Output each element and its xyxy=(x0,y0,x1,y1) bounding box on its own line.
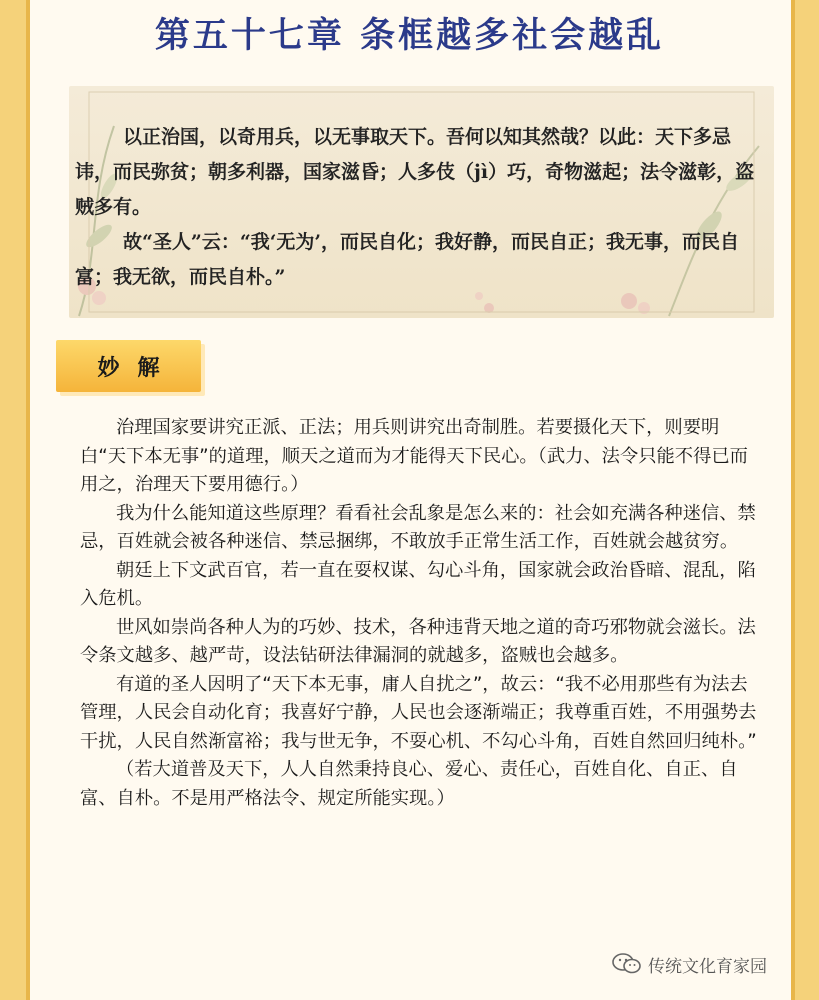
border-stripe-right xyxy=(791,0,795,1000)
classic-text xyxy=(69,120,774,295)
paragraph-1: 治理国家要讲究正派、正法；用兵则讲究出奇制胜。若要摄化天下，则要明白“天下本无事”的道理，顺天之道而为才能得天下民心。（武力、法令只能不得已而用之，治理天下要用德行。） xyxy=(80,417,748,495)
paragraph-4: 世风如崇尚各种人为的巧妙、技术，各种违背天地之道的奇巧邪物就会滋长。法令条文越多、越严苛，设法钻研法律漏洞的就越多，盗贼也会越多。 xyxy=(80,616,756,666)
page-title: 第五十七章 条框越多社会越乱 xyxy=(154,16,665,56)
paragraph-6: （若大道普及天下，人人自然秉持良心、爱心、责任心，百姓自化、自正、自富、自朴。不是用严格法令、规定所能实现。） xyxy=(80,759,738,809)
interpretation-badge xyxy=(56,340,201,392)
interpretation-body xyxy=(80,414,760,813)
classic-paragraph-1: 以正治国，以奇用兵，以无事取天下。吾何以知其然哉？以此：天下多忌讳，而民弥贫；朝多利器，国家滋昏；人多伎（jì）巧，奇物滋起；法令滋彰，盗贼多有。 xyxy=(75,126,755,218)
watermark xyxy=(612,946,767,982)
paragraph-3: 朝廷上下文武百官，若一直在耍权谋、勾心斗角，国家就会政治昏暗、混乱，陷入危机。 xyxy=(80,559,756,609)
paragraph-5: 有道的圣人因明了“天下本无事，庸人自扰之”，故云：“我不必用那些有为法去管理，人民会自动化育；我喜好宁静，人民也会逐渐端正；我尊重百姓，不用强势去干扰，人民自然渐富裕；我与世无争，不耍心机、不勾心斗角，百姓自然回归纯朴。” xyxy=(80,673,757,752)
classic-paragraph-2: 故“圣人”云：“我‘无为’，而民自化；我好静，而民自正；我无事，而民自富；我无欲，而民自朴。” xyxy=(75,231,740,288)
watermark-text: 传统文化育家园 xyxy=(648,956,767,977)
paragraph-2: 我为什么能知道这些原理？看看社会乱象是怎么来的：社会如充满各种迷信、禁忌，百姓就会被各种迷信、禁忌捆绑，不敢放手正常生活工作，百姓就会越贫穷。 xyxy=(80,502,756,552)
classic-text-panel xyxy=(69,86,774,318)
border-stripe-left xyxy=(26,0,30,1000)
wechat-icon xyxy=(612,952,642,976)
badge-label: 妙解 xyxy=(97,355,178,381)
